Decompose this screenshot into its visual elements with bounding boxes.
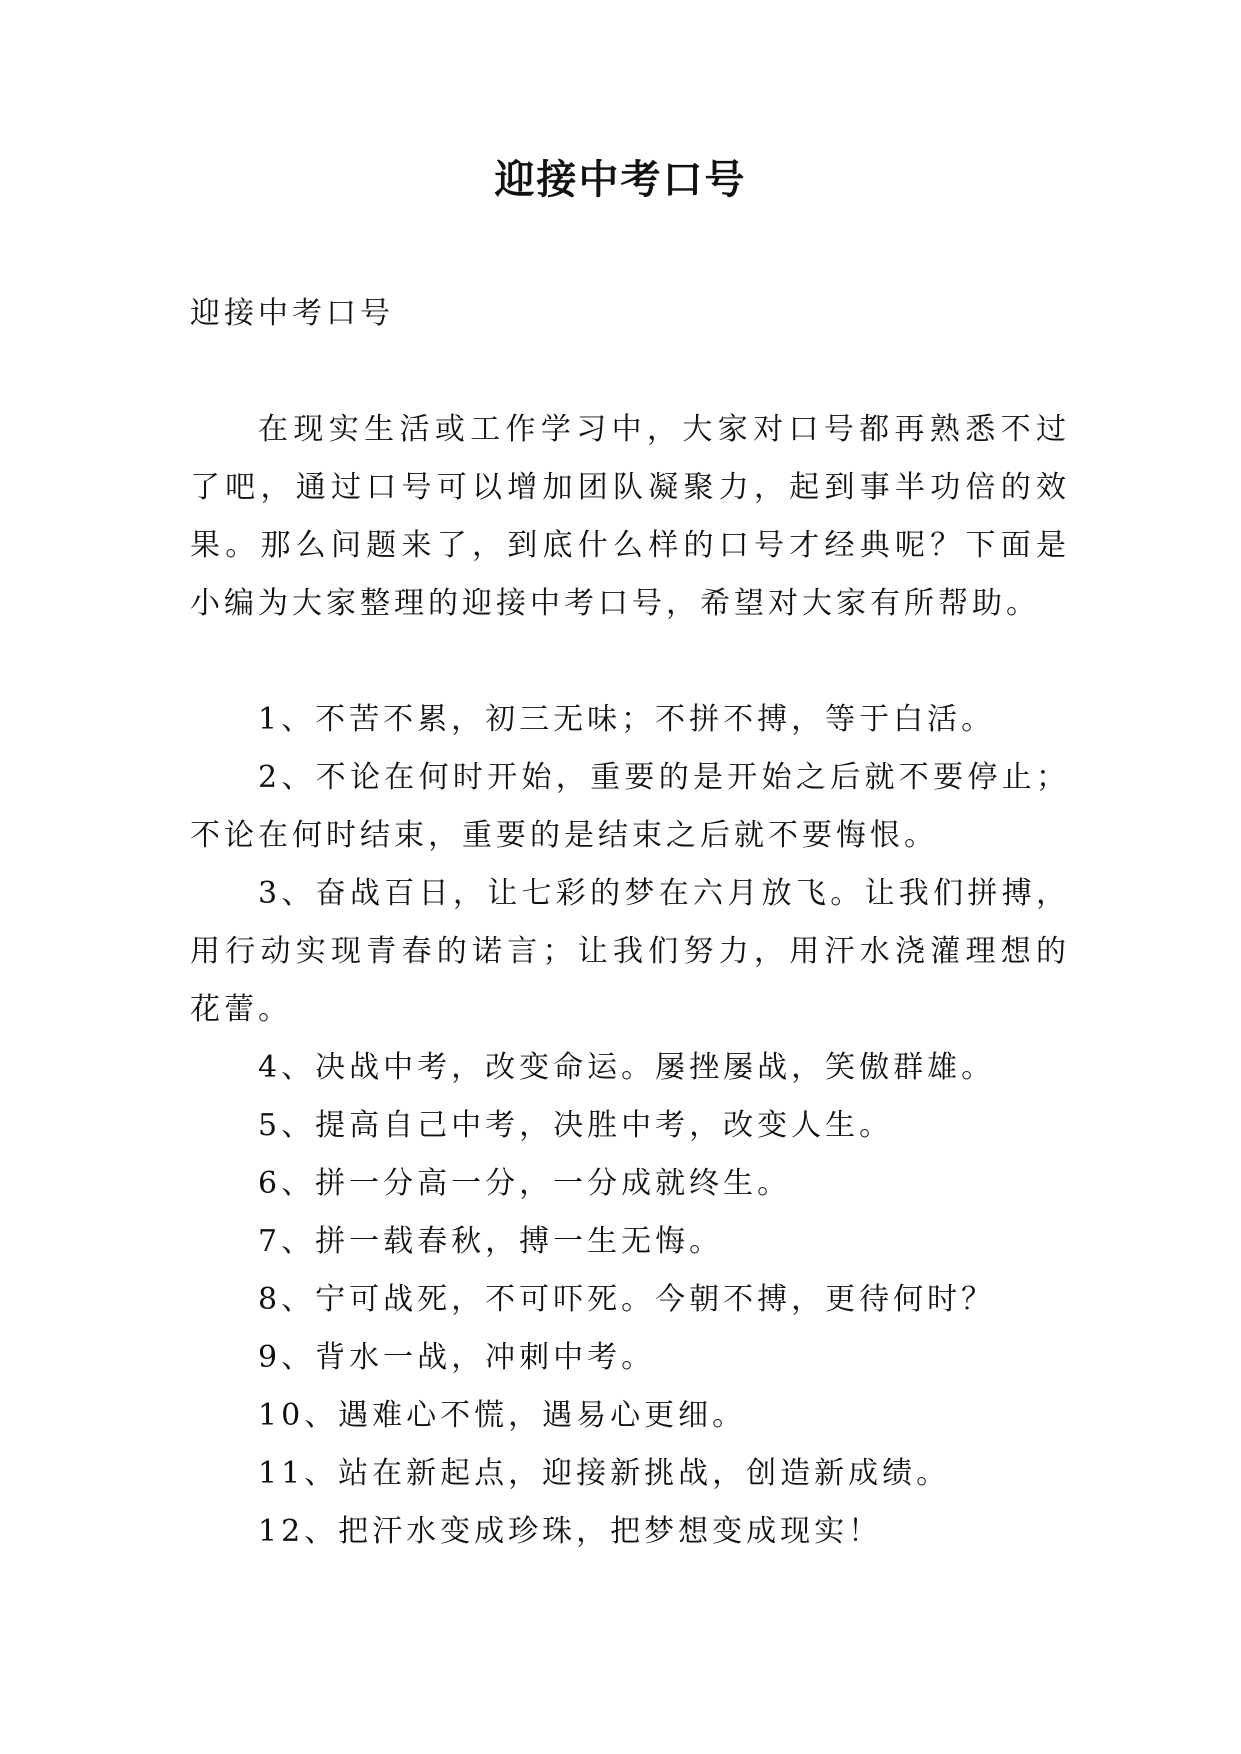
slogan-item: 8、宁可战死，不可吓死。今朝不搏，更待何时？ [258,1282,996,1317]
slogan-item: 5、提高自己中考，决胜中考，改变人生。 [258,1108,894,1143]
slogan-item: 4、决战中考，改变命运。屡挫屡战，笑傲群雄。 [258,1050,996,1085]
slogan-item: 7、拼一载春秋，搏一生无悔。 [258,1224,724,1259]
document-body [190,285,1070,1561]
slogan-item: 10、遇难心不慌，遇易心更细。 [258,1398,747,1433]
slogan-item: 1、不苦不累，初三无味；不拼不搏，等于白活。 [258,702,996,737]
slogan-item: 12、把汗水变成珍珠，把梦想变成现实！ [258,1514,883,1549]
slogan-item: 6、拼一分高一分，一分成就终生。 [258,1166,792,1201]
slogan-item: 3、奋战百日，让七彩的梦在六月放飞。让我们拼搏，用行动实现青春的诺言；让我们努力，用汗水浇灌理想的花蕾。 [190,876,1070,1027]
slogan-list [190,691,1070,1561]
document-subtitle: 迎接中考口号 [190,296,394,331]
slogan-item: 11、站在新起点，迎接新挑战，创造新成绩。 [258,1456,951,1491]
intro-paragraph: 在现实生活或工作学习中，大家对口号都再熟悉不过了吧，通过口号可以增加团队凝聚力，起到事半功倍的效果。那么问题来了，到底什么样的口号才经典呢？下面是小编为大家整理的迎接中考口号，希望对大家有所帮助。 [190,412,1070,621]
document-title: 迎接中考口号 [494,157,747,203]
slogan-item: 9、背水一战，冲刺中考。 [258,1340,656,1375]
slogan-item: 2、不论在何时开始，重要的是开始之后就不要停止；不论在何时结束，重要的是结束之后就不要悔恨。 [190,760,1070,853]
